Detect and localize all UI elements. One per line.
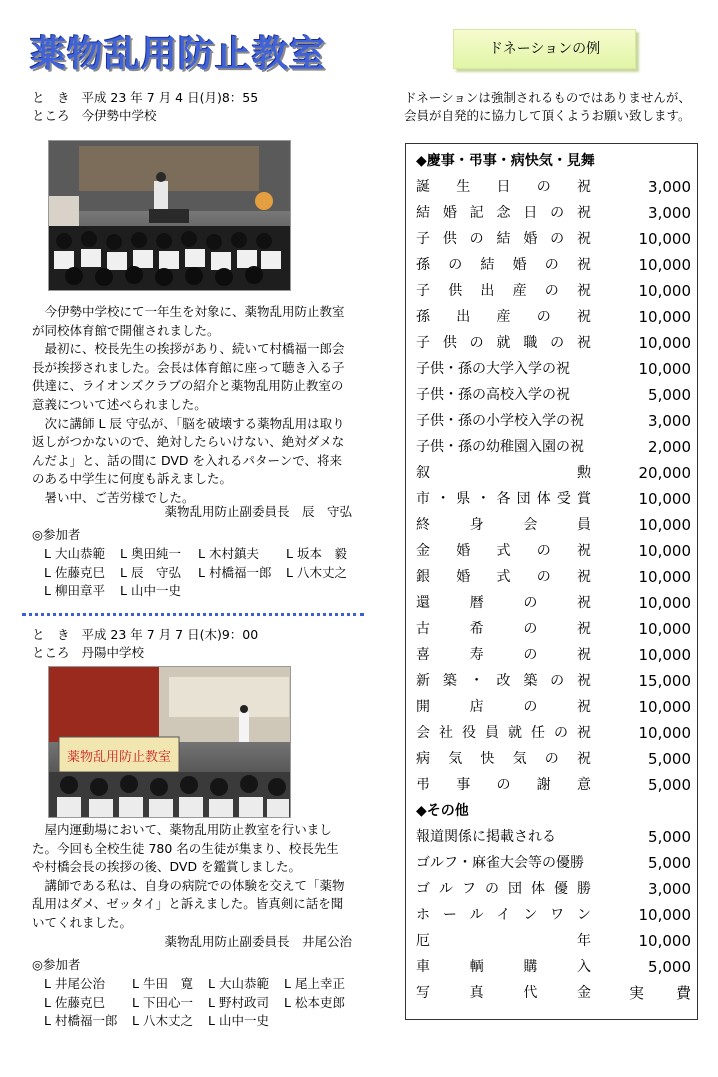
row-label: 厄 年 (416, 933, 591, 949)
row-label: 子 供 の 結 婚 の 祝 (416, 231, 591, 247)
event1-photo-illustration (49, 141, 290, 290)
attendee: L 辰 守弘 (120, 564, 181, 580)
table-row (416, 850, 691, 876)
event1-paragraph: 暑い中、ご苦労様でした。 (44, 489, 195, 505)
table-row (416, 538, 691, 564)
table-row (416, 382, 691, 408)
attendee: L 牛田 寛 (132, 976, 193, 991)
row-amount: 10,000 (638, 516, 691, 534)
row-label: 報道関係に掲載される (416, 829, 556, 845)
row-label: 古 希 の 祝 (416, 621, 591, 637)
table-row (416, 720, 691, 746)
event1-attendees-label: ◎参加者 (32, 527, 81, 542)
table-row (416, 772, 691, 798)
attendee: L 坂本 毅 (286, 546, 347, 561)
section-divider (22, 613, 364, 616)
row-amount: 10,000 (638, 542, 691, 560)
row-amount: 5,000 (648, 776, 691, 794)
table-row (416, 746, 691, 772)
row-label: 結 婚 記 念 日 の 祝 (416, 205, 591, 221)
row-label: 孫 の 結 婚 の 祝 (416, 257, 591, 273)
row-label: 子供・孫の高校入学の祝 (416, 387, 570, 403)
event2-date-label: と き (32, 627, 70, 642)
attendee: L 大山恭範 (44, 546, 105, 561)
row-amount: 10,000 (638, 334, 691, 352)
row-label: 市 ・ 県 ・ 各 団 体 受 賞 (416, 491, 591, 507)
row-label: 会 社 役 員 就 任 の 祝 (416, 725, 591, 741)
event1-body (32, 303, 350, 508)
row-label: 弔 事 の 謝 意 (416, 777, 591, 793)
donation-table (405, 143, 698, 1020)
row-amount: 3,000 (648, 204, 691, 222)
attendee: L 井尾公治 (44, 976, 105, 991)
event1-signature: 薬物乱用防止副委員長 辰 守弘 (164, 504, 352, 519)
row-amount: 3,000 (648, 178, 691, 196)
event2-banner-text: 薬物乱用防止教室 (66, 750, 172, 765)
row-label: 子 供 出 産 の 祝 (416, 283, 591, 299)
event1-attendees (44, 545, 366, 601)
table-row (416, 356, 691, 382)
row-label: 子供・孫の大学入学の祝 (416, 361, 570, 377)
event2-attendees-label: ◎参加者 (32, 957, 81, 972)
table-row (416, 980, 691, 1006)
table-row (416, 434, 691, 460)
row-label: ゴルフ・麻雀大会等の優勝 (416, 855, 584, 871)
table-section-heading: ◆その他 (416, 803, 469, 819)
row-amount: 5,000 (648, 958, 691, 976)
table-row (416, 174, 691, 200)
attendee: L 木村鎮夫 (198, 546, 259, 561)
attendee: L 山中一史 (208, 1013, 269, 1028)
event1-paragraph: 最初に、校長先生の挨拶があり、続いて村橋福一郎会長が挨拶されました。会長は体育館に座って聴き入る子供達に、ライオンズクラブの紹介と薬物乱用防止教室の意義について述べられました。 (32, 341, 345, 412)
row-amount: 10,000 (638, 646, 691, 664)
row-label: 子供・孫の小学校入学の祝 (416, 413, 584, 429)
event1-paragraph: 次に講師 L 辰 守弘が、「脳を破壊する薬物乱用は取り返しがつかないので、絶対したらいけない、絶対ダメなんだよ」と、話の間に DVD を入れるパターンで、将来のある中学生に何度も訴えました。 (32, 415, 345, 487)
row-amount: 15,000 (638, 672, 691, 690)
attendee: L 野村政司 (208, 994, 269, 1010)
row-label: 孫 出 産 の 祝 (416, 309, 591, 325)
row-label: 喜 寿 の 祝 (416, 647, 591, 663)
table-row (416, 330, 691, 356)
row-amount: 5,000 (648, 750, 691, 768)
row-amount: 5,000 (648, 854, 691, 872)
event2-photo (48, 666, 291, 818)
table-row (416, 694, 691, 720)
event1-place-label: ところ (32, 108, 70, 123)
event1-date-value: 平成 23 年 7 月 4 日(月)8：55 (81, 90, 259, 105)
row-label: 還 暦 の 祝 (416, 595, 591, 611)
attendee: L 佐藤克巳 (44, 994, 105, 1010)
event2-date-value: 平成 23 年 7 月 7 日(木)9：00 (81, 627, 259, 642)
attendee: L 佐藤克巳 (44, 564, 105, 580)
row-label: 病 気 快 気 の 祝 (416, 751, 591, 767)
row-amount: 5,000 (648, 828, 691, 846)
event2-body (32, 821, 350, 933)
event1-place-value: 今伊勢中学校 (81, 108, 157, 123)
table-row (416, 928, 691, 954)
attendee: L 村橋福一郎 (44, 1013, 118, 1028)
attendee: L 柳田章平 (44, 583, 105, 598)
table-row (416, 486, 691, 512)
attendee: L 奥田純一 (120, 546, 181, 561)
row-amount: 10,000 (638, 308, 691, 326)
table-row (416, 252, 691, 278)
row-amount: 10,000 (638, 568, 691, 586)
attendee: L 尾上幸正 (284, 976, 345, 991)
page-title: 薬物乱用防止教室 (30, 34, 327, 75)
row-label: 誕 生 日 の 祝 (416, 179, 591, 195)
attendee: L 村橋福一郎 (198, 564, 272, 580)
row-amount: 5,000 (648, 386, 691, 404)
event1-paragraph: 今伊勢中学校にて一年生を対象に、薬物乱用防止教室が同校体育館で開催されました。 (32, 304, 345, 338)
event2-place-value: 丹陽中学校 (81, 645, 144, 660)
event2-signature: 薬物乱用防止副委員長 井尾公治 (164, 934, 352, 949)
row-amount: 10,000 (638, 360, 691, 378)
row-amount: 10,000 (638, 282, 691, 300)
donation-label: ドネーションの例 (453, 29, 636, 69)
table-row (416, 642, 691, 668)
row-label: 叙 勲 (416, 465, 591, 481)
row-amount: 10,000 (638, 230, 691, 248)
attendee: L 八木丈之 (132, 1013, 193, 1028)
attendee: L 松本吏郎 (284, 994, 345, 1010)
attendee: L 八木丈之 (286, 564, 347, 580)
row-label: 写 真 代 金 (416, 985, 591, 1001)
row-label: 子 供 の 就 職 の 祝 (416, 335, 591, 351)
event2-date (32, 626, 258, 644)
row-amount: 10,000 (638, 620, 691, 638)
table-row (416, 902, 691, 928)
table-row (416, 460, 691, 486)
donation-note-line-1: ドネーションは強制されるものではありませんが、 (404, 90, 691, 105)
row-label: ホ ー ル イ ン ワ ン (416, 907, 591, 923)
table-row (416, 668, 691, 694)
event2-paragraph: 屋内運動場において、薬物乱用防止教室を行いました。今回も全校生徒 780 名の生徒が集まり、校長先生や村橋会長の挨拶の後、DVD を鑑賞しました。 (32, 822, 339, 875)
event2-attendees (44, 975, 364, 1031)
row-label: 車 輌 購 入 (416, 959, 591, 975)
row-amount: 2,000 (648, 438, 691, 456)
row-label: 新 築 ・ 改 築 の 祝 (416, 673, 591, 689)
event1-date (32, 89, 258, 107)
event1-date-label: と き (32, 90, 70, 105)
row-amount: 3,000 (648, 412, 691, 430)
row-amount: 10,000 (638, 906, 691, 924)
table-section-heading: ◆慶事・弔事・病快気・見舞 (416, 153, 595, 169)
row-amount: 10,000 (638, 594, 691, 612)
table-row (416, 200, 691, 226)
table-row (416, 512, 691, 538)
row-label: ゴ ル フ の 団 体 優 勝 (416, 881, 591, 897)
table-row (416, 954, 691, 980)
attendee: L 下田心一 (132, 994, 193, 1010)
row-amount: 20,000 (638, 464, 691, 482)
row-label: 金 婚 式 の 祝 (416, 543, 591, 559)
event2-place-label: ところ (32, 645, 70, 660)
table-row (416, 408, 691, 434)
row-amount: 10,000 (638, 256, 691, 274)
attendee: L 山中一史 (120, 583, 181, 598)
row-amount: 10,000 (638, 932, 691, 950)
event2-photo-illustration (49, 667, 290, 817)
row-amount: 3,000 (648, 880, 691, 898)
event2-paragraph: 講師である私は、自身の病院での体験を交えて「薬物乱用はダメ、ゼッタイ」と訴えました。皆真剣に話を聞いてくれました。 (32, 877, 345, 930)
event1-photo (48, 140, 291, 291)
row-amount: 実 費 (629, 984, 691, 1002)
table-row (416, 304, 691, 330)
row-label: 銀 婚 式 の 祝 (416, 569, 591, 585)
row-amount: 10,000 (638, 724, 691, 742)
row-label: 開 店 の 祝 (416, 699, 591, 715)
table-row (416, 824, 691, 850)
row-amount: 10,000 (638, 490, 691, 508)
donation-note-line-2: 会員が自発的に協力して頂くようお願い致します。 (404, 108, 691, 123)
table-row (416, 616, 691, 642)
row-label: 終 身 会 員 (416, 517, 591, 533)
table-row (416, 226, 691, 252)
event2-place (32, 644, 144, 662)
row-amount: 10,000 (638, 698, 691, 716)
row-label: 子供・孫の幼稚園入園の祝 (416, 439, 584, 455)
table-row (416, 278, 691, 304)
table-row (416, 564, 691, 590)
event1-place (32, 107, 156, 125)
table-row (416, 590, 691, 616)
table-row (416, 876, 691, 902)
attendee: L 大山恭範 (208, 976, 269, 991)
